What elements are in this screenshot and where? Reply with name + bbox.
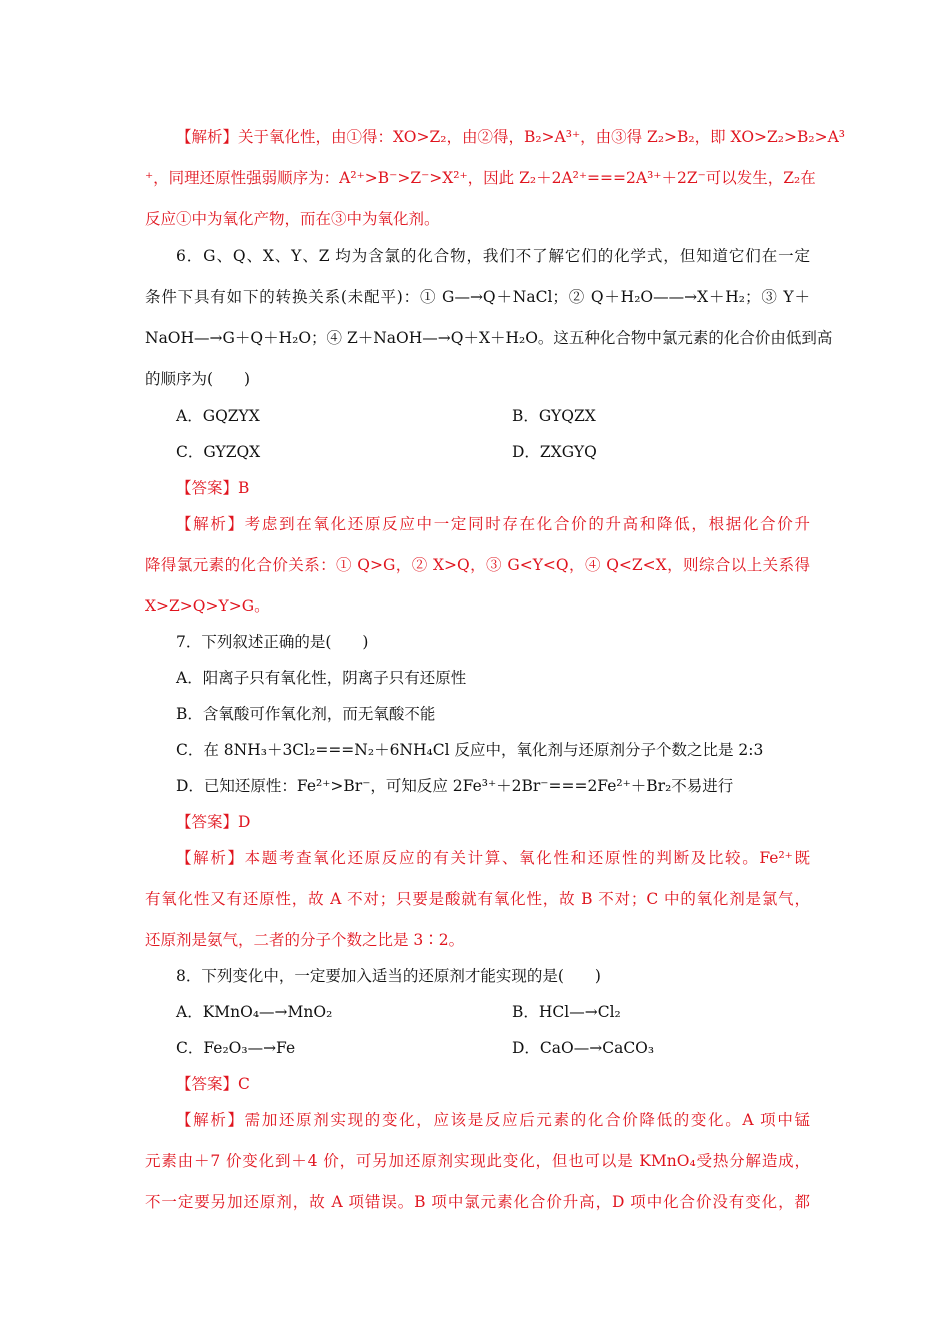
question-6-option-b: B．GYQZX <box>512 407 596 425</box>
explanation-6-line-3: X>Z>Q>Y>G。 <box>145 597 270 615</box>
question-6-stem-4: 的顺序为( ) <box>145 370 251 388</box>
question-7-option-a: A．阳离子只有氧化性，阴离子只有还原性 <box>176 669 467 687</box>
question-8-option-c: C．Fe₂O₃—→Fe <box>176 1039 296 1057</box>
question-8-option-d: D．CaO—→CaCO₃ <box>512 1039 655 1057</box>
explanation-5-line-3: 反应①中为氧化产物，而在③中为氧化剂。 <box>145 210 440 228</box>
question-8-option-b: B．HCl—→Cl₂ <box>512 1003 621 1021</box>
explanation-8-line-3: 不一定要另加还原剂，故 A 项错误。B 项中氯元素化合价升高，D 项中化合价没有变化，都 <box>145 1193 810 1211</box>
explanation-7-line-3: 还原剂是氨气，二者的分子个数之比是 3∶2。 <box>145 931 465 949</box>
explanation-6-line-1: 【解析】考虑到在氧化还原反应中一定同时存在化合价的升高和降低，根据化合价升 <box>176 515 810 533</box>
question-7-option-c: C．在 8NH₃＋3Cl₂===N₂＋6NH₄Cl 反应中，氧化剂与还原剂分子个数之比是 2:3 <box>176 741 764 759</box>
question-6-stem-3: NaOH—→G＋Q＋H₂O；④ Z＋NaOH—→Q＋X＋H₂O。这五种化合物中氯元素的化合价由低到高 <box>145 329 833 347</box>
explanation-8-line-2: 元素由＋7 价变化到＋4 价，可另加还原剂实现此变化，但也可以是 KMnO₄受热分解造成， <box>145 1152 810 1170</box>
explanation-8-line-1: 【解析】需加还原剂实现的变化，应该是反应后元素的化合价降低的变化。A 项中锰 <box>176 1111 810 1129</box>
question-6-option-a: A．GQZYX <box>176 407 260 425</box>
question-6-stem-1: 6．G、Q、X、Y、Z 均为含氯的化合物，我们不了解它们的化学式，但知道它们在一定 <box>176 247 810 265</box>
question-8-stem: 8．下列变化中，一定要加入适当的还原剂才能实现的是( ) <box>176 967 601 985</box>
answer-8: 【答案】C <box>176 1075 250 1093</box>
explanation-5-line-2: ⁺，同理还原性强弱顺序为：A²⁺>B⁻>Z⁻>X²⁺，因此 Z₂＋2A²⁺===2A³⁺＋2Z⁻可以发生，Z₂在 <box>145 169 816 187</box>
question-6-option-c: C．GYZQX <box>176 443 261 461</box>
question-8-option-a: A．KMnO₄—→MnO₂ <box>176 1003 333 1021</box>
question-7-stem: 7．下列叙述正确的是( ) <box>176 633 369 651</box>
question-7-option-d: D．已知还原性：Fe²⁺>Br⁻，可知反应 2Fe³⁺＋2Br⁻===2Fe²⁺＋Br₂不易进行 <box>176 777 734 795</box>
question-7-option-b: B．含氧酸可作氧化剂，而无氧酸不能 <box>176 705 436 723</box>
question-6-stem-2: 条件下具有如下的转换关系(未配平)：① G—→Q＋NaCl；② Q＋H₂O——→X＋H₂；③ Y＋ <box>145 288 810 306</box>
answer-6: 【答案】B <box>176 479 250 497</box>
explanation-5-line-1: 【解析】关于氧化性，由①得：XO>Z₂，由②得，B₂>A³⁺，由③得 Z₂>B₂，即 XO>Z₂>B₂>A³ <box>176 128 845 146</box>
explanation-6-line-2: 降得氯元素的化合价关系：① Q>G，② X>Q，③ G<Y<Q，④ Q<Z<X，则综合以上关系得 <box>145 556 810 574</box>
explanation-7-line-2: 有氧化性又有还原性，故 A 不对；只要是酸就有氧化性，故 B 不对；C 中的氧化剂是氯气， <box>145 890 810 908</box>
explanation-7-line-1: 【解析】本题考查氧化还原反应的有关计算、氧化性和还原性的判断及比较。Fe²⁺既 <box>176 849 810 867</box>
question-6-option-d: D．ZXGYQ <box>512 443 597 461</box>
answer-7: 【答案】D <box>176 813 251 831</box>
